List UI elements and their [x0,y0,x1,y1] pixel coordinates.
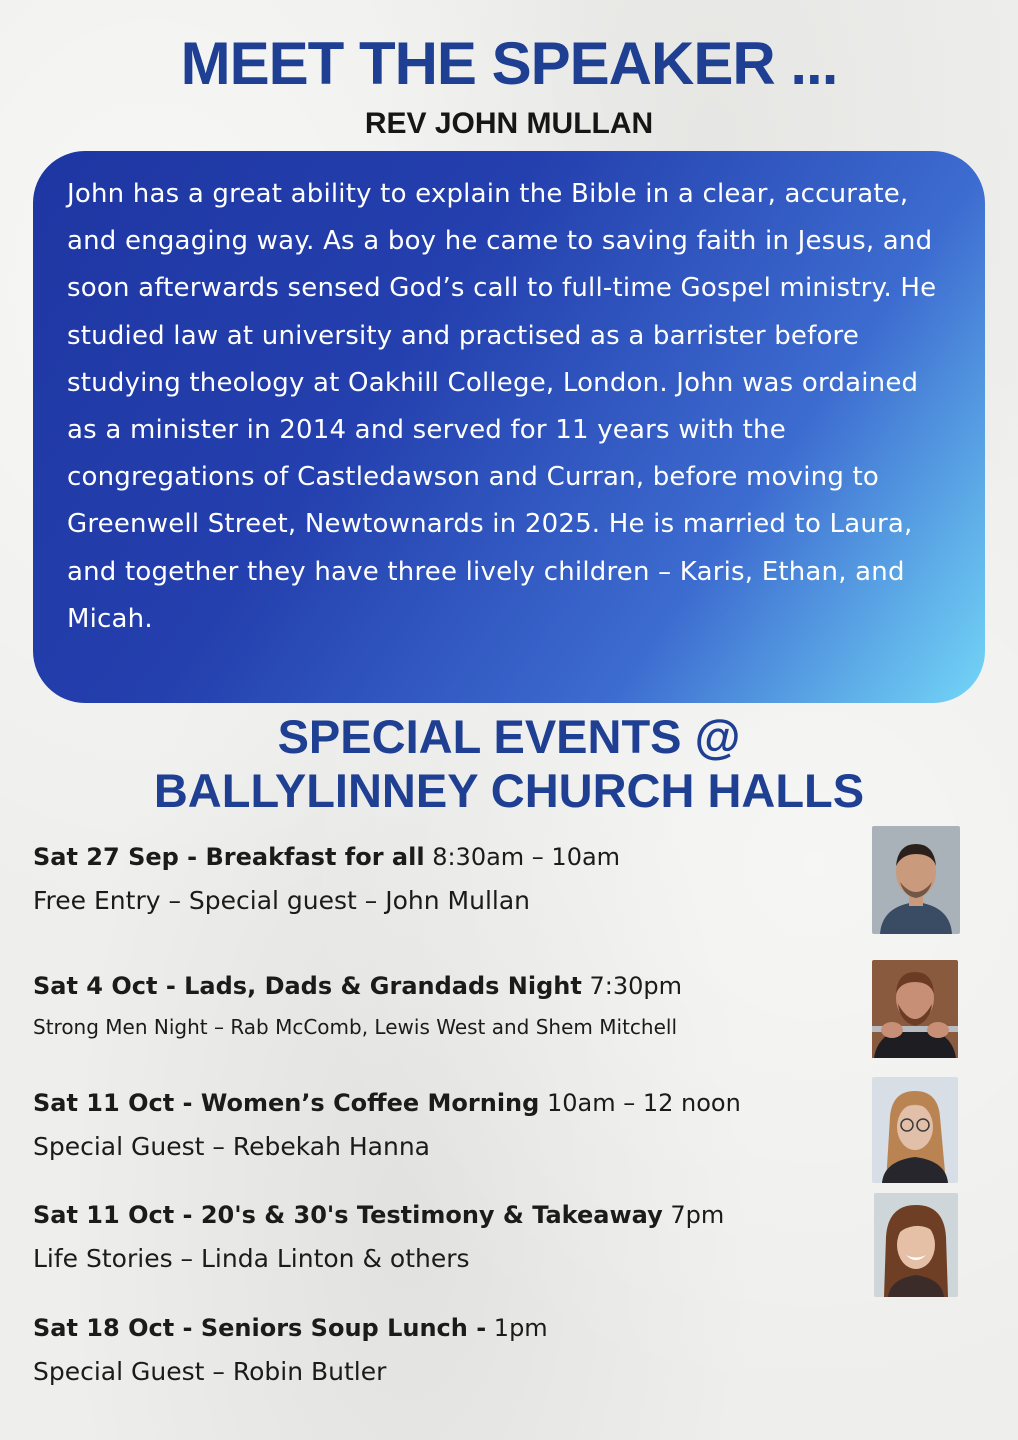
photo-left-hand [881,1022,903,1038]
event-item-womens-coffee-morning [33,1088,863,1163]
event-heading [33,842,863,872]
event-time: 7:30pm [581,972,682,1000]
event-title: Sat 11 Oct - 20's & 30's Testimony & Takeaway [33,1201,663,1229]
event-detail: Special Guest – Robin Butler [33,1357,387,1386]
event-item-lads-dads-night [33,971,863,1043]
events-title-line-1: SPECIAL EVENTS @ [277,710,741,763]
man-portrait-photo-graphic [872,826,960,934]
man-lifting-portrait-photo-graphic [872,960,958,1058]
event-time: 10am – 12 noon [539,1089,741,1117]
woman-smiling-portrait-photo [874,1193,958,1297]
event-detail: Life Stories – Linda Linton & others [33,1244,470,1273]
speaker-bio-text: John has a great ability to explain the Bible in a clear, accurate, and engaging way. As a boy he came to saving faith in Jesus, and soon afterwards sensed God’s call to full-time Gospel ministry. He studied law at university and practised as a barrister before studying theology at Oakhill College, London. John was ordained as a minister in 2014 and served for 11 years with the congregations of Castledawson and Curran, before moving to Greenwell Street, Newtownards in 2025. He is married to Laura, and together they have three lively children – Karis, Ethan, and Micah. [67,179,937,634]
event-detail: Strong Men Night – Rab McComb, Lewis West and Shem Mitchell [33,1015,677,1039]
events-section-title [0,710,1018,818]
event-time: 8:30am – 10am [424,843,621,871]
woman-portrait-photo [872,1077,958,1183]
event-title: Sat 27 Sep - Breakfast for all [33,843,425,871]
man-lifting-portrait-photo [872,960,958,1066]
event-detail: Free Entry – Special guest – John Mullan [33,886,531,915]
man-portrait-photo [872,826,960,934]
event-item-breakfast [33,842,863,917]
speaker-name: REV JOHN MULLAN [364,107,654,140]
event-heading [33,1088,863,1118]
events-title-line-2: BALLYLINNEY CHURCH HALLS [153,764,865,817]
event-title: Sat 11 Oct - Women’s Coffee Morning [33,1089,540,1117]
photo-right-hand [927,1022,949,1038]
event-heading [33,971,863,1001]
photo-face [897,1104,933,1150]
speaker-bio-panel [33,151,985,703]
event-title: Sat 18 Oct - Seniors Soup Lunch - [33,1314,487,1342]
woman-smiling-portrait-photo-graphic [874,1193,958,1297]
event-item-testimony-takeaway [33,1200,863,1275]
event-heading [33,1200,863,1230]
woman-portrait-photo-graphic [872,1077,958,1183]
event-detail: Special Guest – Rebekah Hanna [33,1132,430,1161]
page-title: MEET THE SPEAKER ... [180,30,838,97]
event-title: Sat 4 Oct - Lads, Dads & Grandads Night [33,972,582,1000]
event-heading [33,1313,863,1343]
event-item-seniors-soup-lunch [33,1313,863,1388]
event-time: 7pm [662,1201,725,1229]
event-time: 1pm [486,1314,548,1342]
